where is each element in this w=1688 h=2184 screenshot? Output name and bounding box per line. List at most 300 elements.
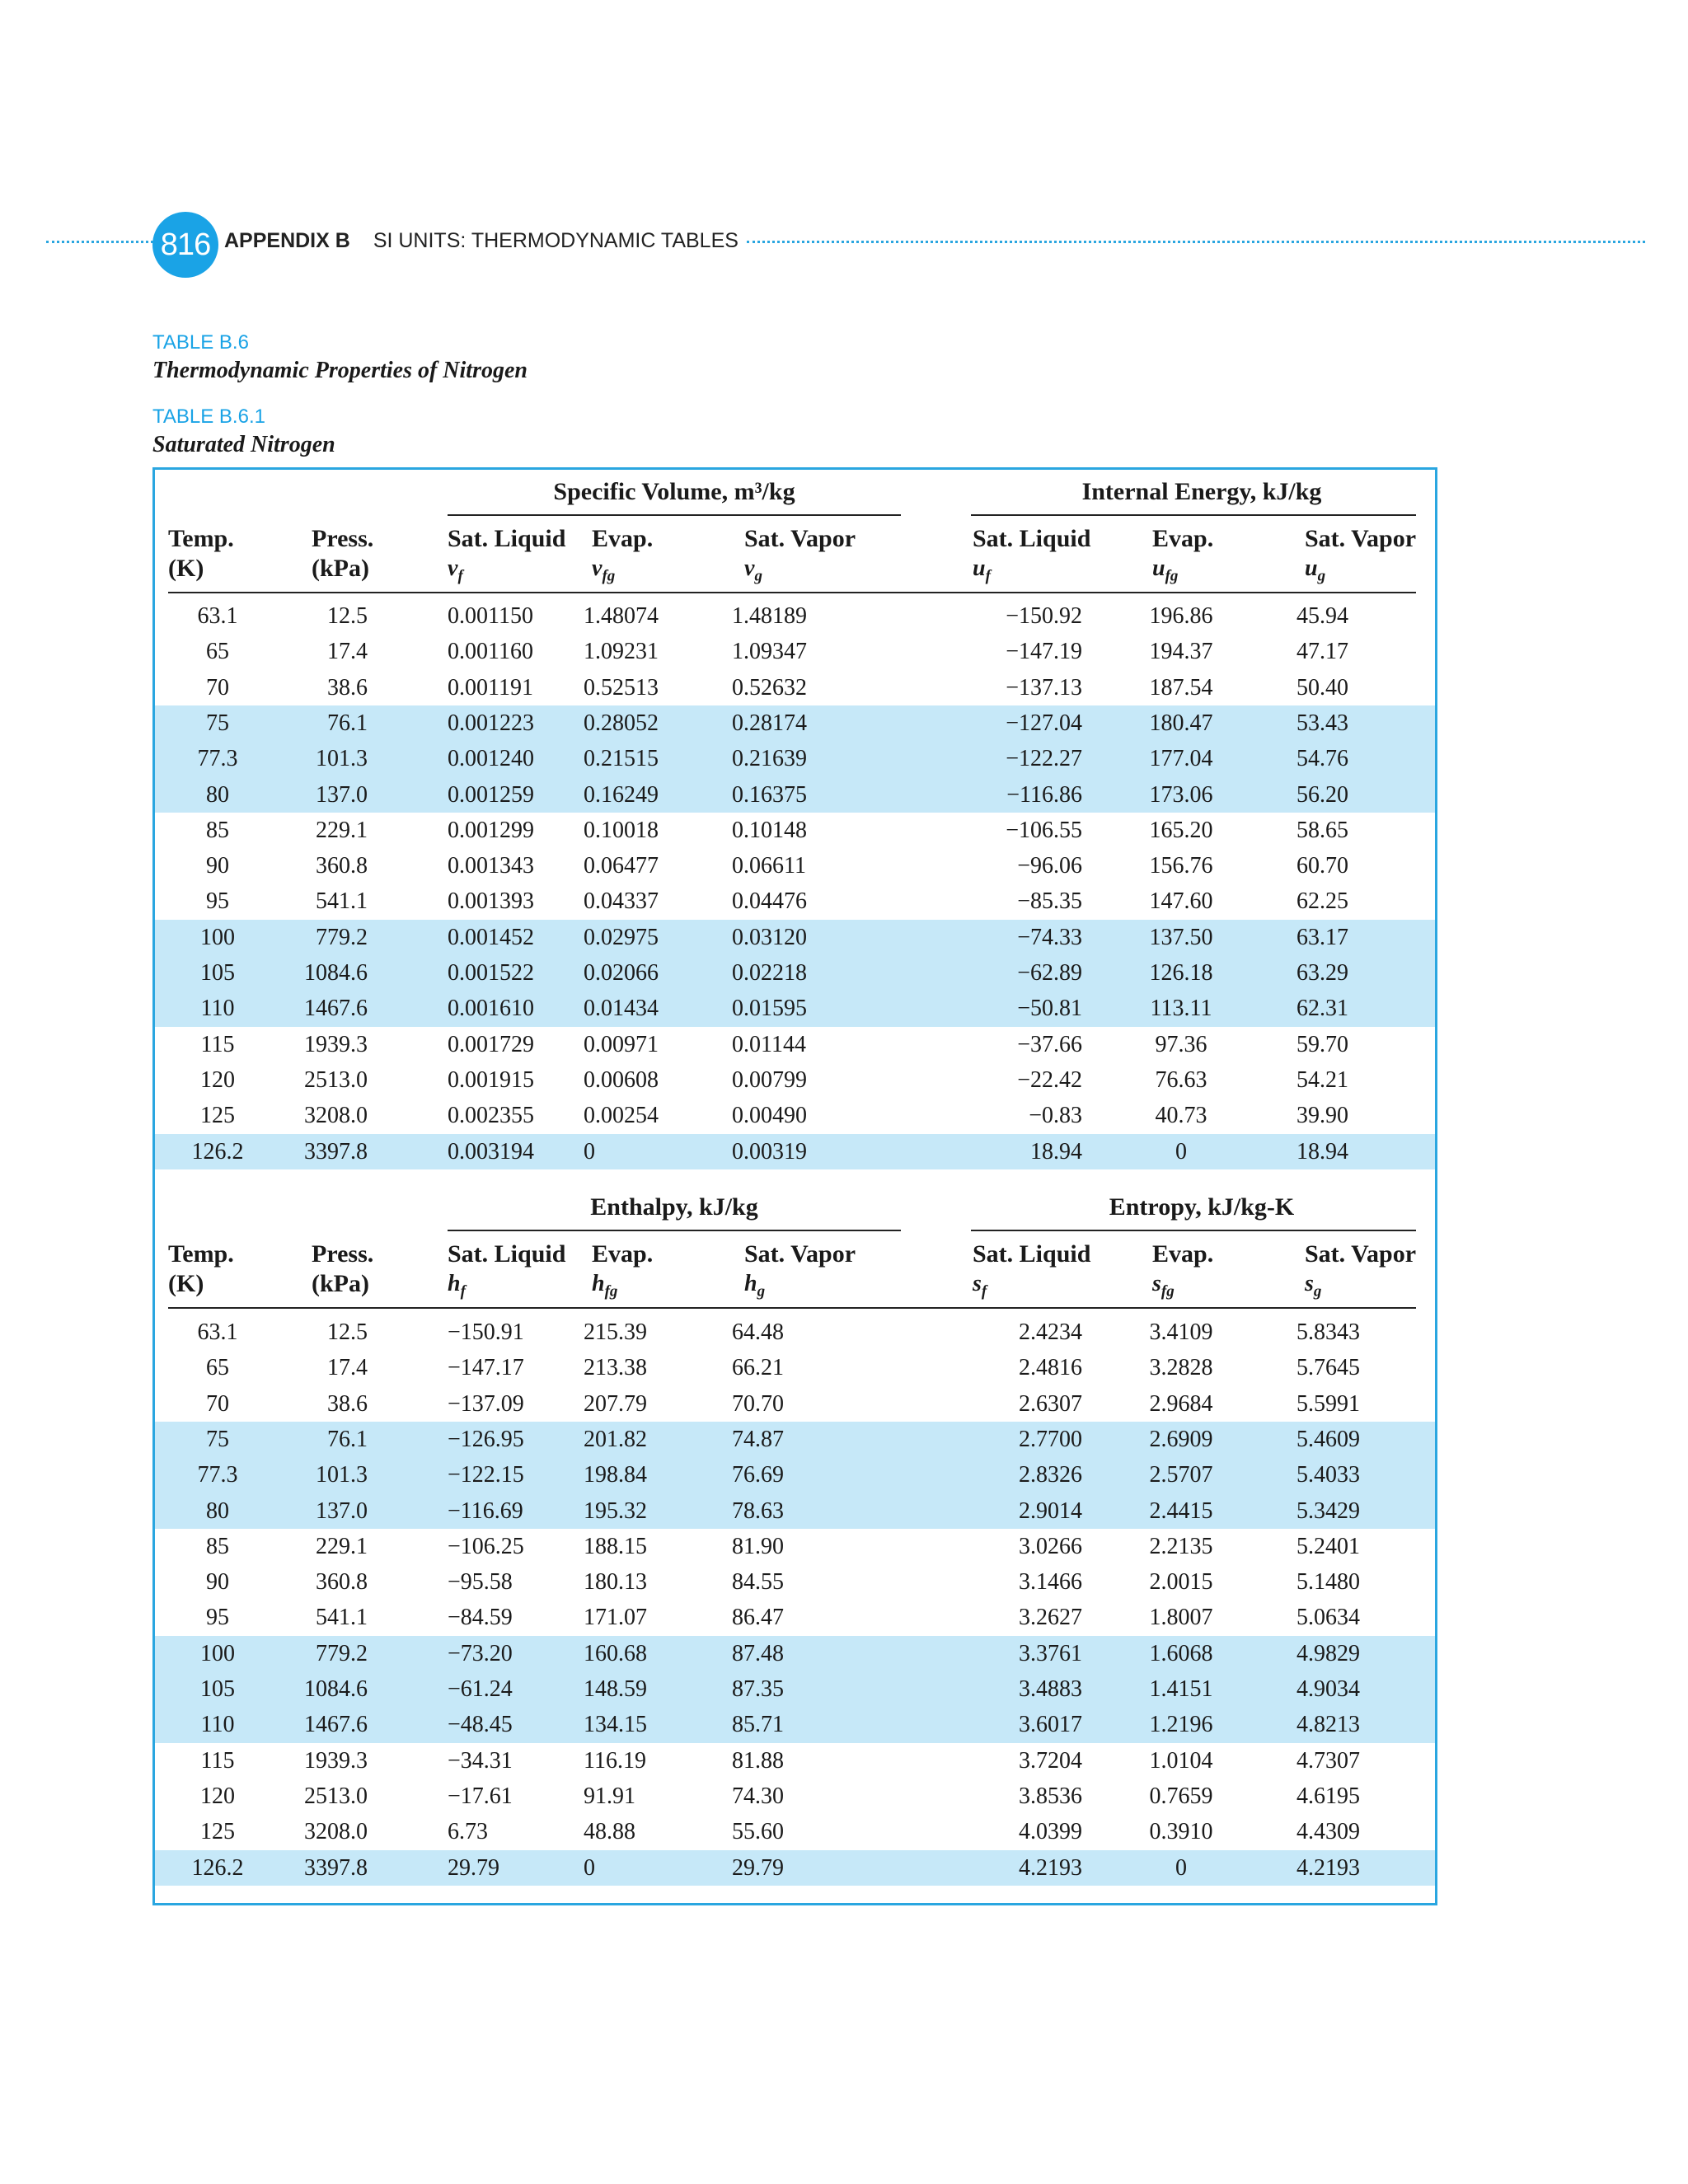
table-cell: 5.3429 [1296,1497,1360,1524]
table-cell: 3.2627 [1019,1605,1082,1631]
table-cell: 2.4234 [1019,1319,1082,1345]
table-cell: −116.69 [448,1497,523,1524]
table-cell: 0.002355 [448,1103,534,1129]
table-cell: 0.03120 [732,924,807,950]
table-cell: 0.21639 [732,746,807,772]
table-cell: 0.02066 [584,960,659,986]
symbol-base: h [744,1271,757,1296]
page-number-badge: 816 [152,212,218,278]
table-cell: 0.06477 [584,853,659,879]
table-cell: 126.2 [191,1138,244,1165]
appendix-label: APPENDIX B [224,229,350,252]
table-cell: 115 [200,1031,235,1057]
table-cell: 3.4109 [1149,1319,1213,1345]
column-header: Sat. Liquid [448,525,566,552]
header-dotted-rule-left [46,241,153,243]
table-cell: 2.4816 [1019,1355,1082,1381]
table-cell: 5.8343 [1296,1319,1360,1345]
table-cell: 110 [200,996,235,1022]
column-unit: (K) [168,1270,204,1297]
table-cell: 137.50 [1149,924,1213,950]
table-cell: 2.5707 [1149,1462,1213,1488]
table-cell: 54.76 [1296,746,1348,772]
table-cell: −116.86 [1006,781,1082,808]
table-cell: 3.0266 [1019,1533,1082,1559]
table-cell: 101.3 [316,1462,368,1488]
table-cell: 120 [200,1783,235,1809]
table-cell: 0.00319 [732,1138,807,1165]
table-cell: 3208.0 [304,1819,368,1845]
table-cell: 4.7307 [1296,1747,1360,1774]
table-cell: 0.02218 [732,960,807,986]
table-cell: 0.28174 [732,710,807,736]
table-cell: 17.4 [327,639,368,665]
table-cell: 64.48 [732,1319,784,1345]
table-cell: 87.35 [732,1676,784,1702]
table-cell: 0.001610 [448,996,534,1022]
table-cell: 74.87 [732,1426,784,1452]
table-group-label: TABLE B.6 [152,331,249,354]
table-cell: 5.0634 [1296,1605,1360,1631]
column-header: Sat. Vapor [1305,1240,1417,1268]
table-cell: 0.003194 [448,1138,534,1165]
table-cell: −106.25 [448,1533,524,1559]
table-cell: 70.70 [732,1390,784,1417]
property-symbol [448,555,463,586]
column-header: Sat. Liquid [448,1240,566,1268]
table-cell: 90 [206,1569,229,1596]
table-cell: 100 [200,1640,235,1666]
table-cell: 1.2196 [1149,1712,1213,1738]
table-cell: 215.39 [584,1319,647,1345]
section-title: SI UNITS: THERMODYNAMIC TABLES [373,229,738,252]
table-cell: 54.21 [1296,1066,1348,1093]
table-cell: 101.3 [316,746,368,772]
table-cell: −85.35 [1017,888,1082,915]
table-cell: −61.24 [448,1676,513,1702]
table-cell: 59.70 [1296,1031,1348,1057]
table-cell: 6.73 [448,1819,488,1845]
table-cell: 115 [200,1747,235,1774]
symbol-base: v [448,555,458,581]
table-cell: 165.20 [1149,817,1213,843]
table-cell: 4.9034 [1296,1676,1360,1702]
table-cell: 0.001191 [448,674,533,701]
property-symbol [592,1271,617,1301]
table-cell: 177.04 [1149,746,1213,772]
table-cell: 85 [206,1533,229,1559]
table-cell: 0.7659 [1149,1783,1213,1809]
table-cell: −150.92 [1006,603,1082,629]
table-cell: 1467.6 [304,996,368,1022]
table-cell: 90 [206,853,229,879]
symbol-subscript: fg [602,567,616,585]
table-cell: 76.63 [1155,1066,1207,1093]
header-dotted-rule-right [747,241,1645,243]
table-cell: 95 [206,888,229,915]
table-cell: 58.65 [1296,817,1348,843]
table-cell: 0.001223 [448,710,534,736]
table-cell: 0.001299 [448,817,534,843]
table-cell: 47.17 [1296,639,1348,665]
table-cell: 0.04476 [732,888,807,915]
table-cell: 4.8213 [1296,1712,1360,1738]
property-symbol [448,1271,466,1301]
table-cell: 3.1466 [1019,1569,1082,1596]
table-cell: 0.001522 [448,960,534,986]
table-cell: 360.8 [316,853,368,879]
column-header: Sat. Vapor [744,525,856,552]
table-cell: 0.00971 [584,1031,659,1057]
table-cell: 0.16249 [584,781,659,808]
table-cell: 1939.3 [304,1031,368,1057]
table-cell: 2.9684 [1149,1390,1213,1417]
table-cell: 66.21 [732,1355,784,1381]
table-cell: 80 [206,781,229,808]
symbol-subscript: fg [1160,1282,1175,1301]
table-cell: 213.38 [584,1355,647,1381]
table-cell: 0.3910 [1149,1819,1213,1845]
table-cell: 0.001729 [448,1031,534,1057]
table-cell: −22.42 [1017,1066,1082,1093]
table-cell: 84.55 [732,1569,784,1596]
table-cell: 779.2 [316,1640,368,1666]
column-header: Temp. [168,525,234,552]
table-cell: 0.001160 [448,639,533,665]
table-cell: 2.0015 [1149,1569,1213,1596]
table-cell: −34.31 [448,1747,513,1774]
table-cell: 81.88 [732,1747,784,1774]
table-cell: 148.59 [584,1676,647,1702]
column-header: Sat. Vapor [744,1240,856,1268]
table-cell: −150.91 [448,1319,524,1345]
table-cell: 3208.0 [304,1103,368,1129]
table-cell: −106.55 [1006,817,1082,843]
table-cell: −137.09 [448,1390,524,1417]
table-cell: −73.20 [448,1640,513,1666]
table-cell: 137.0 [316,781,368,808]
table-cell: 125 [200,1103,235,1129]
table-cell: 60.70 [1296,853,1348,879]
property-symbol [592,555,615,586]
table-cell: −74.33 [1017,924,1082,950]
table-cell: 5.7645 [1296,1355,1360,1381]
property-symbol [1152,555,1178,586]
table-cell: 45.94 [1296,603,1348,629]
symbol-base: s [1305,1271,1314,1296]
property-symbol [1152,1271,1175,1301]
symbol-subscript: g [754,567,762,585]
table-cell: 173.06 [1149,781,1213,808]
table-cell: 2.8326 [1019,1462,1082,1488]
table-cell: 4.0399 [1019,1819,1082,1845]
table-cell: −48.45 [448,1712,513,1738]
table-cell: 5.4033 [1296,1462,1360,1488]
table-cell: 0 [1175,1854,1187,1881]
table-cell: −122.27 [1006,746,1082,772]
table-cell: 77.3 [197,1462,238,1488]
table-cell: 0.001452 [448,924,534,950]
table-cell: 0.001150 [448,603,533,629]
table-cell: 0.001915 [448,1066,534,1093]
property-symbol [1305,1271,1321,1301]
symbol-subscript: fg [1165,567,1179,585]
group-header-left: Enthalpy, kJ/kg [590,1193,758,1221]
column-unit: (kPa) [312,555,369,582]
table-cell: −95.58 [448,1569,513,1596]
table-cell: 5.2401 [1296,1533,1360,1559]
table-cell: 3.4883 [1019,1676,1082,1702]
table-cell: 74.30 [732,1783,784,1809]
column-header: Sat. Vapor [1305,525,1417,552]
table-cell: 76.69 [732,1462,784,1488]
table-cell: 195.32 [584,1497,647,1524]
table-cell: 0.00608 [584,1066,659,1093]
table-cell: 29.79 [732,1854,784,1881]
table-cell: −147.19 [1006,639,1082,665]
table-cell: 137.0 [316,1497,368,1524]
table-cell: 3.2828 [1149,1355,1213,1381]
table-cell: 2.2135 [1149,1533,1213,1559]
group-header-right: Entropy, kJ/kg-K [1109,1193,1295,1221]
table-cell: 77.3 [197,746,238,772]
table-cell: −96.06 [1017,853,1082,879]
table-cell: 12.5 [327,603,368,629]
table-cell: 1.09347 [732,639,807,665]
table-cell: 229.1 [316,817,368,843]
symbol-subscript: fg [604,1282,618,1301]
column-header: Evap. [592,525,654,552]
symbol-base: u [1305,555,1318,581]
table-cell: 0.28052 [584,710,659,736]
table-cell: 105 [200,1676,235,1702]
symbol-base: h [592,1271,605,1296]
property-symbol [973,555,991,586]
table-cell: 50.40 [1296,674,1348,701]
table-cell: 81.90 [732,1533,784,1559]
table-cell: 2513.0 [304,1783,368,1809]
table-cell: 87.48 [732,1640,784,1666]
table-cell: 0.01434 [584,996,659,1022]
table-cell: 0 [584,1138,595,1165]
column-header: Evap. [1152,525,1214,552]
table-cell: 1084.6 [304,1676,368,1702]
table-cell: 1.0104 [1149,1747,1213,1774]
table-cell: 62.25 [1296,888,1348,915]
table-cell: 63.29 [1296,960,1348,986]
table-label: TABLE B.6.1 [152,405,265,428]
table-cell: 4.9829 [1296,1640,1360,1666]
table-cell: 1.48189 [732,603,807,629]
symbol-base: v [592,555,603,581]
table-cell: 1.8007 [1149,1605,1213,1631]
table-cell: 1.09231 [584,639,659,665]
table-cell: 18.94 [1296,1138,1348,1165]
table-cell: 229.1 [316,1533,368,1559]
table-cell: 75 [206,710,229,736]
table-cell: −147.17 [448,1355,524,1381]
table-cell: 3397.8 [304,1138,368,1165]
table-cell: 65 [206,639,229,665]
table-cell: −17.61 [448,1783,513,1809]
table-cell: 0.00254 [584,1103,659,1129]
symbol-subscript: f [457,567,463,585]
running-header [224,229,738,253]
symbol-base: u [1152,555,1165,581]
table-cell: 65 [206,1355,229,1381]
table-cell: 2.6307 [1019,1390,1082,1417]
table-cell: 0.001240 [448,746,534,772]
symbol-base: v [744,555,755,581]
table-title: Saturated Nitrogen [152,432,335,457]
table-cell: 56.20 [1296,781,1348,808]
table-cell: 63.1 [197,603,238,629]
property-symbol [744,555,762,586]
table-cell: 1467.6 [304,1712,368,1738]
table-cell: 779.2 [316,924,368,950]
column-header: Sat. Liquid [973,1240,1091,1268]
table-cell: 0.52513 [584,674,659,701]
table-cell: 207.79 [584,1390,647,1417]
table-cell: 95 [206,1605,229,1631]
table-cell: 63.1 [197,1319,238,1345]
table-cell: 1939.3 [304,1747,368,1774]
table-cell: 2513.0 [304,1066,368,1093]
symbol-base: h [448,1271,461,1296]
table-cell: 0.01595 [732,996,807,1022]
table-cell: −127.04 [1006,710,1082,736]
table-cell: 3.8536 [1019,1783,1082,1809]
header-rule [168,1307,1416,1309]
table-cell: 160.68 [584,1640,647,1666]
group-rule-left [448,1230,901,1231]
table-cell: 2.6909 [1149,1426,1213,1452]
table-cell: 0.01144 [732,1031,806,1057]
table-cell: 53.43 [1296,710,1348,736]
table-cell: 196.86 [1149,603,1213,629]
header-rule [168,592,1416,593]
table-cell: 0.10148 [732,817,807,843]
table-cell: 39.90 [1296,1103,1348,1129]
group-header-left: Specific Volume, m³/kg [553,478,795,505]
table-cell: 198.84 [584,1462,647,1488]
group-rule-left [448,514,901,516]
column-unit: (K) [168,555,204,582]
table-cell: 86.47 [732,1605,784,1631]
property-symbol [973,1271,987,1301]
symbol-base: s [1152,1271,1161,1296]
table-cell: 0.001343 [448,853,534,879]
table-cell: 188.15 [584,1533,647,1559]
table-cell: −50.81 [1017,996,1082,1022]
table-cell: 38.6 [327,1390,368,1417]
table-cell: 1.48074 [584,603,659,629]
table-cell: 0.001259 [448,781,534,808]
symbol-subscript: f [460,1282,466,1301]
table-cell: 62.31 [1296,996,1348,1022]
symbol-subscript: g [757,1282,766,1301]
table-cell: 201.82 [584,1426,647,1452]
table-cell: 171.07 [584,1605,647,1631]
table-cell: 5.5991 [1296,1390,1360,1417]
symbol-base: s [973,1271,982,1296]
table-cell: 70 [206,1390,229,1417]
table-cell: 126.18 [1149,960,1213,986]
group-rule-right [971,514,1416,516]
table-cell: 55.60 [732,1819,784,1845]
column-header: Sat. Liquid [973,525,1091,552]
table-cell: 76.1 [327,710,368,736]
table-cell: 0.00799 [732,1066,807,1093]
column-unit: (kPa) [312,1270,369,1297]
table-cell: 4.4309 [1296,1819,1360,1845]
table-cell: 0.21515 [584,746,659,772]
table-cell: 0 [584,1854,595,1881]
table-cell: 110 [200,1712,235,1738]
table-cell: 113.11 [1150,996,1212,1022]
table-cell: 97.36 [1155,1031,1207,1057]
table-cell: 75 [206,1426,229,1452]
table-cell: 100 [200,924,235,950]
table-cell: 180.13 [584,1569,647,1596]
table-cell: 0.00490 [732,1103,807,1129]
table-cell: 70 [206,674,229,701]
table-cell: 5.4609 [1296,1426,1360,1452]
table-cell: 85.71 [732,1712,784,1738]
column-header: Evap. [1152,1240,1214,1268]
table-cell: 3397.8 [304,1854,368,1881]
property-symbol [1305,555,1325,586]
table-cell: 0.16375 [732,781,807,808]
column-header: Temp. [168,1240,234,1268]
table-cell: −126.95 [448,1426,524,1452]
table-cell: 29.79 [448,1854,499,1881]
table-cell: 116.19 [584,1747,646,1774]
symbol-subscript: g [1317,567,1326,585]
table-cell: 4.2193 [1019,1854,1082,1881]
table-cell: 3.3761 [1019,1640,1082,1666]
table-cell: 1.6068 [1149,1640,1213,1666]
table-cell: −0.83 [1029,1103,1082,1129]
table-cell: −37.66 [1017,1031,1082,1057]
table-cell: 541.1 [316,888,368,915]
table-cell: 3.7204 [1019,1747,1082,1774]
table-cell: 0.52632 [732,674,807,701]
table-cell: 2.9014 [1019,1497,1082,1524]
saturated-nitrogen-table [152,467,1437,1905]
group-header-right: Internal Energy, kJ/kg [1081,478,1322,505]
table-cell: 1.4151 [1149,1676,1213,1702]
table-cell: 4.2193 [1296,1854,1360,1881]
table-cell: 12.5 [327,1319,368,1345]
table-cell: 360.8 [316,1569,368,1596]
table-cell: 0.04337 [584,888,659,915]
table-cell: 2.7700 [1019,1426,1082,1452]
table-cell: 0.02975 [584,924,659,950]
table-cell: 1084.6 [304,960,368,986]
table-cell: −122.15 [448,1462,524,1488]
table-cell: 76.1 [327,1426,368,1452]
table-cell: 0.10018 [584,817,659,843]
table-cell: 134.15 [584,1712,647,1738]
table-cell: 187.54 [1149,674,1213,701]
table-cell: 63.17 [1296,924,1348,950]
table-cell: 2.4415 [1149,1497,1213,1524]
table-cell: 156.76 [1149,853,1213,879]
group-rule-right [971,1230,1416,1231]
property-symbol [744,1271,765,1301]
table-cell: 40.73 [1155,1103,1207,1129]
